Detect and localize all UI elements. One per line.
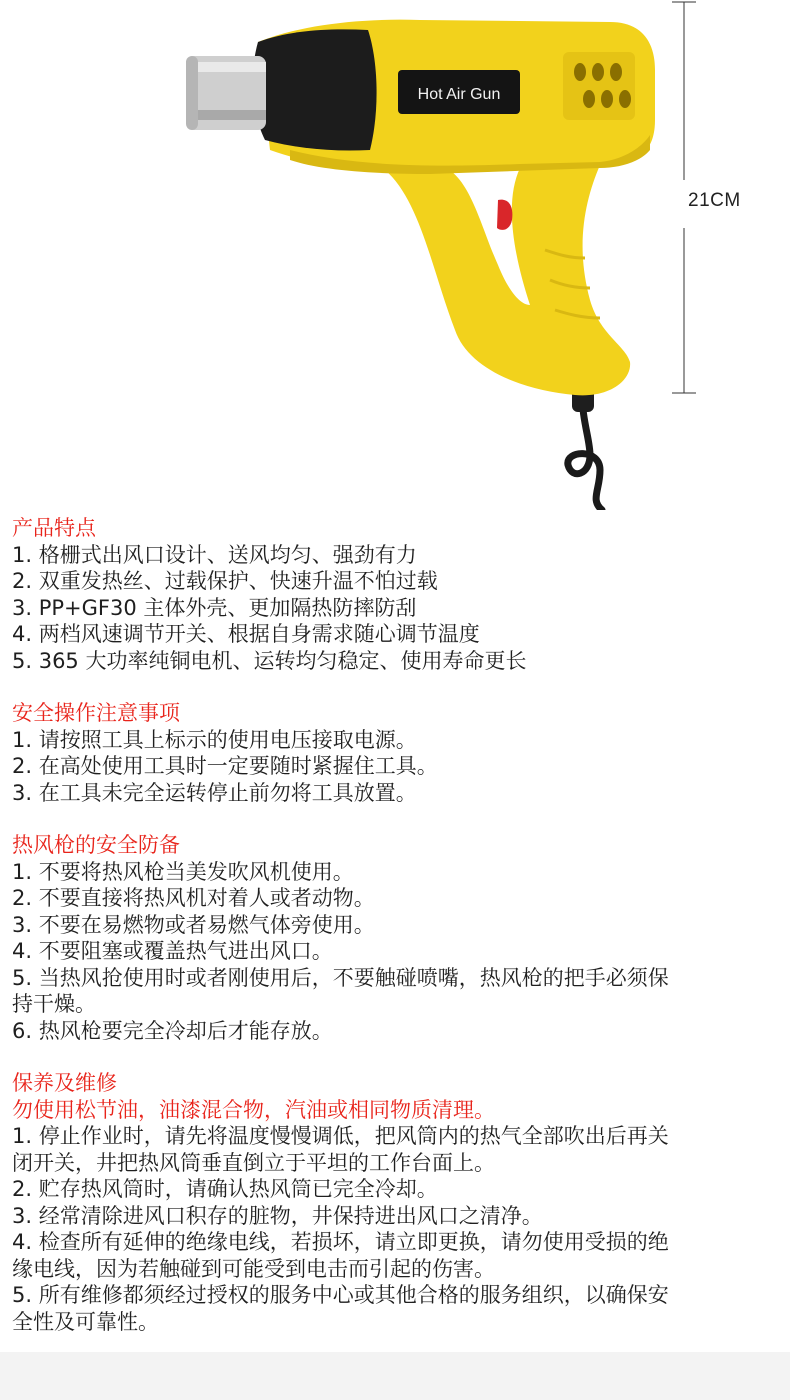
list-item: 3. 不要在易燃物或者易燃气体旁使用。 <box>12 912 375 937</box>
list-item: 闭开关，井把热风筒垂直倒立于平坦的工作台面上。 <box>12 1150 495 1175</box>
list-item: 6. 热风枪要完全冷却后才能存放。 <box>12 1018 333 1043</box>
list-item: 3. 在工具未完全运转停止前勿将工具放置。 <box>12 780 417 805</box>
list-item: 2. 不要直接将热风机对着人或者动物。 <box>12 886 375 910</box>
product-image-area <box>0 0 790 510</box>
list-item: 缘电线，因为若触碰到可能受到电击而引起的伤害。 <box>12 1256 495 1281</box>
section-heading: 产品特点 <box>12 516 96 540</box>
list-item: 2. 在高处使用工具时一定要随时紧握住工具。 <box>12 754 438 778</box>
section-warning: 勿使用松节油，油漆混合物，汽油或相同物质清理。 <box>12 1097 495 1122</box>
safety-precautions-section <box>12 832 782 1044</box>
list-item: 1. 格栅式出风口设计、送风均匀、强劲有力 <box>12 542 417 567</box>
list-item: 1. 停止作业时，请先将温度慢慢调低，把风筒内的热气全部吹出后再关 <box>12 1124 669 1148</box>
list-item: 5. 当热风抢使用时或者刚使用后，不要触碰喷嘴，热风枪的把手必须保 <box>12 965 669 990</box>
dimension-label: 21CM <box>688 190 741 211</box>
list-item: 4. 两档风速调节开关、根据自身需求随心调节温度 <box>12 622 480 646</box>
product-description <box>12 515 782 1361</box>
maintenance-section <box>12 1070 782 1335</box>
safety-operation-section <box>12 700 782 806</box>
features-section <box>12 515 782 674</box>
list-item: 2. 贮存热风筒时，请确认热风筒已完全冷却。 <box>12 1177 438 1201</box>
list-item: 4. 检查所有延伸的绝缘电线，若损坏，请立即更换，请勿使用受损的绝 <box>12 1230 669 1254</box>
section-heading: 热风枪的安全防备 <box>12 833 180 857</box>
list-item: 1. 不要将热风枪当美发吹风机使用。 <box>12 859 354 884</box>
list-item: 5. 365 大功率纯铜电机、运转均匀稳定、使用寿命更长 <box>12 648 527 673</box>
list-item: 3. PP+GF30 主体外壳、更加隔热防摔防刮 <box>12 595 417 620</box>
footer-band <box>0 1352 790 1400</box>
section-heading: 保养及维修 <box>12 1071 117 1095</box>
list-item: 全性及可靠性。 <box>12 1309 159 1334</box>
list-item: 4. 不要阻塞或覆盖热气进出风口。 <box>12 939 333 963</box>
list-item: 5. 所有维修都须经过授权的服务中心或其他合格的服务组织，以确保安 <box>12 1283 669 1307</box>
list-item: 1. 请按照工具上标示的使用电压接取电源。 <box>12 727 417 752</box>
list-item: 3. 经常清除进风口积存的脏物，井保持进出风口之清净。 <box>12 1203 543 1228</box>
hot-air-gun-image <box>0 0 790 510</box>
list-item: 持干燥。 <box>12 992 96 1016</box>
section-heading: 安全操作注意事项 <box>12 701 180 725</box>
product-label-text: Hot Air Gun <box>417 86 501 103</box>
list-item: 2. 双重发热丝、过载保护、快速升温不怕过载 <box>12 569 438 593</box>
